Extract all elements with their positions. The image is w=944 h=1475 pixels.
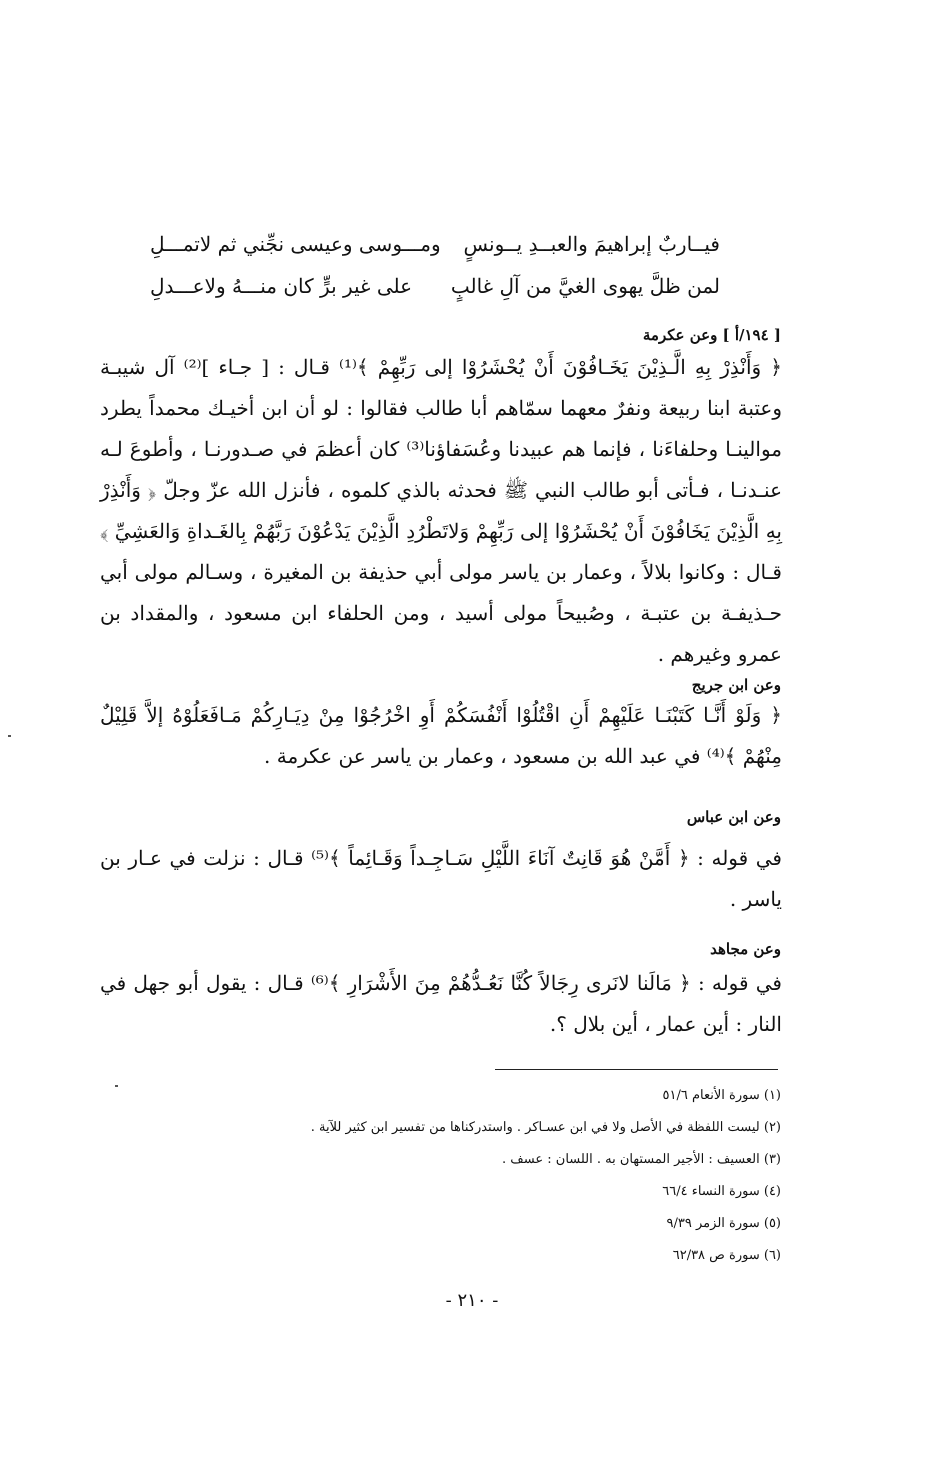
poem-verse: [150, 224, 720, 264]
section-heading: وعن مجاهد: [710, 940, 781, 958]
section-heading: وعن ابن عباس: [686, 808, 781, 826]
footnote: (٥) سورة الزمر ٩/٣٩: [666, 1216, 781, 1231]
footnote: (٤) سورة النساء ٦٦/٤: [662, 1184, 781, 1199]
scan-speck: [115, 1085, 118, 1087]
poem-first-hemistich: لمن ظلَّ يهوى الغيَّ من آلِ غالبٍ: [450, 274, 720, 298]
section-text: في قوله : ﴿ أَمَّنْ هُوَ قَانِتٌ آنَاءَ اللَّيْلِ سَـاجِـداً وَقَـائِماً ﴾⁽⁵⁾ قـال : نزلت في عـار بن ياسر .: [100, 846, 782, 911]
section-text: ﴿ وَأَنْذِرْ بِهِ الَّـذِيْنَ يَخَـافُوْنَ أَنْ يُحْشَرُوْا إلى رَبِّهِمْ ﴾⁽¹⁾ قـال : [ جـاء ]⁽²⁾ آل شيبـة وعتبة ابنا ربيعة ونفرٌ معهما سمّاهم أبا طالب فقالوا : لو أن ابن أخيـك محمداً يطرد موالينـا وحلفاءَنا ، فإنما هم عبيدنا وعُسَفاؤنا⁽³⁾ كان أعظمَ في صـدورنـا ، وأطوعَ لـه عنـدنـا ، فـأتى أبو طالب النبي ﷺ فحدثه بالذي كلموه ، فأنزل الله عزّ وجلّ ﴿ وَأَنْذِرْ بِهِ الَّذِيْنَ يَخَافُوْنَ أَنْ يُحْشَرُوْا إلى رَبِّهِمْ وَلاتَطْرُدِ الَّذِيْنَ يَدْعُوْنَ رَبَّهُمْ بِالغَـداةِ وَالعَشِيِّ ﴾ قـال : وكانوا بلالاً ، وعمار بن ياسر مولى أبي حذيفة بن المغيرة ، وسـالم مولى أبي حـذيفـة بن عتبـة ، وصُبيحاً مولى أسيد ، ومن الحلفاء ابن مسعود ، والمقداد بن عمرو وغيرهم .: [100, 355, 782, 666]
footnote: (١) سورة الأنعام ٥١/٦: [662, 1088, 781, 1103]
poem-second-hemistich: ومـــوسى وعيسى نجِّني ثم لاتمـــلِ: [150, 232, 441, 256]
scan-speck: [8, 735, 11, 737]
page-number: - ٢١٠ -: [445, 1290, 499, 1311]
section-heading: وعن ابن جريج: [691, 676, 781, 694]
section-text: ﴿ وَلَوْ أَنَّـا كَتَبْنَـا عَلَيْهِمْ أَنِ اقْتُلُوْا أَنْفُسَكُمْ أَوِ اخْرُجُوْا مِنْ دِيَـارِكُمْ مَـافَعَلُوْهُ إلاَّ قَلِيْلٌ مِنْهُمْ ﴾⁽⁴⁾ في عبد الله بن مسعود ، وعمار بن ياسر عن عكرمة .: [100, 703, 782, 768]
poem-verse: [150, 266, 720, 306]
footnote: (٦) سورة ص ٦٢/٣٨: [672, 1248, 781, 1263]
footnotes: [161, 1080, 781, 1272]
footnote-separator: [495, 1069, 778, 1070]
poem-first-hemistich: فيــاربٌ إبراهيمَ والعبــدِ يــونسٍ: [463, 232, 720, 256]
poem-second-hemistich: على غير برٍّ كان منـــهُ ولاعـــدلِ: [150, 274, 413, 298]
footnote: (٢) ليست اللفظة في الأصل ولا في ابن عسـاكر . واستدركناها من تفسير ابن كثير للآية .: [310, 1120, 781, 1135]
section-text: في قوله : ﴿ مَالَنا لانَرى رِجَالاً كُنَّا نَعُـدُّهُمْ مِنَ الأَشْرَارِ ﴾⁽⁶⁾ قـال : يقول أبو جهل في النار : أين عمار ، أين بلال ؟.: [100, 971, 782, 1036]
footnote: (٣) العسيف : الأجير المستهان به . اللسان : عسف .: [502, 1152, 781, 1167]
section-heading: [ ١٩٤/أ ] وعن عكرمة: [642, 326, 781, 344]
